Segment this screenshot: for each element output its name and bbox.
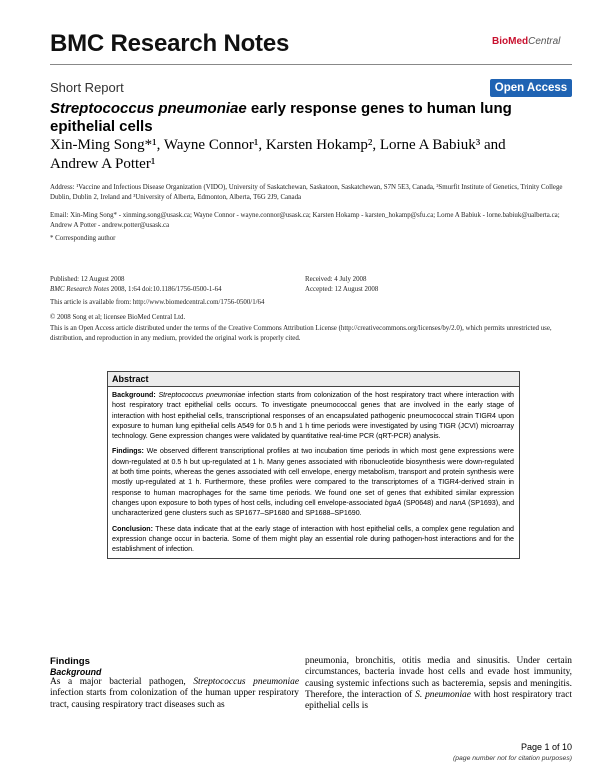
background-label: Background: [112,391,156,399]
findings-gene-bgaA: bgaA [384,498,402,507]
license-text: This is an Open Access article distributed under the terms of the Creative Commons Attribution License (http://creativecommons.org/licenses/by/2.0), which permits unrestricted use, distribution, and reproduction in any medium, provided the original work is properly cited. [50,325,552,342]
article-type: Short Report [50,80,124,95]
received-date: Received: 4 July 2008 [305,276,367,283]
abstract-box [107,371,520,559]
findings-text-1: We observed different transcriptional profiles at two incubation time periods in which most gene expressions were down-regulated at 0.5 h but up-regulated at 1 h. Many genes associated with ribonucleotide biosynthesis were down-regulated at both time points, whereas the genes associated with cell envelope, energy metabolism, transport and protein synthesis were mostly up-regulated at 1 h. Furthermore, these profiles were compared to the transcriptomes of a TIGR4-derived strain in response to human macrophages for the same time periods. We found one set of genes that exhibited similar expression changes upon exposure to both types of host cells, including cell envelope-associated [112,447,514,507]
left-text-1: As a major bacterial pathogen, [50,677,194,687]
conclusion-text: These data indicate that at the early stage of interaction with host epithelial cells, a complex gene regulation and expression change occur in bacteria. Some of them might play an essential role during pathogen-host interactions and for the establishment of infection. [112,524,514,554]
body-column-left [50,656,299,711]
page-number-note: (page number not for citation purposes) [452,755,572,762]
affiliations: Address: ¹Vaccine and Infectious Disease Organization (VIDO), University of Saskatchewan, Saskatoon, Saskatchewan, S7N 5E3, Canada, ²Smurfit Institute of Genetics, Trinity College Dublin, Dublin 2, Ireland and ³University of Alberta, Edmonton, Alberta, T6G 2J9, Canada [50,184,563,201]
publisher-med: Med [508,36,529,47]
corresponding-note: * Corresponding author [50,235,116,242]
abstract-conclusion [112,524,514,555]
findings-label: Findings: [112,447,144,456]
findings-text-3: (SP1693), and uncharacterized gene clusters such as SP1677–SP1680 and SP1688–SP1690. [112,498,515,518]
publisher-logo [492,36,560,47]
findings-text-2: (SP0648) and [401,498,450,507]
publisher-central: Central [528,36,561,47]
findings-heading: Findings [50,656,90,667]
left-species: Streptococcus pneumoniae [193,677,299,687]
background-text: infection starts from colonization of the host respiratory tract where interaction with host respiratory tract epithelial cells occurs. To investigate pneumococcal genes that are involved in the early stage of interaction with host epithelial cells, transcriptional responses of an encapsulated pathogenic pneumococcal strain TIGR4 upon exposure to human lung epithelial cells A549 for 0.5 h and 1 h time periods were investigated by using TIGR (JCVI) microarray technology. Gene expression changes were validated by quantitative real-time PCR (qRT-PCR) analysis. [112,391,514,441]
citation-details: 2008, 1:64 doi:10.1186/1756-0500-1-64 [109,286,222,293]
page-number: Page 1 of 10 [520,742,572,752]
abstract-findings [112,446,514,518]
copyright-line: © 2008 Song et al; licensee BioMed Central Ltd. [50,314,186,321]
author-emails: Email: Xin-Ming Song* - xinming.song@usask.ca; Wayne Connor - wayne.connor@usask.ca; Karsten Hokamp - karsten_hokamp@sfu.ca; Lorne A Babiuk - lorne.babiuk@ualberta.ca; Andrew A Potter - andrew.potter@usask.ca [50,212,560,229]
body-column-right [305,656,572,712]
body-paragraph-right [305,656,572,712]
availability-link[interactable]: This article is available from: http://www.biomedcentral.com/1756-0500/1/64 [50,299,265,306]
right-text-1: pneumonia, bronchitis, otitis media and sinusitis. Under certain circumstances, bacteria invade host cells and evade host immunity, causing systemic infections such as bacteremia, sepsis and meningitis. Therefore, the interaction of [305,656,572,700]
publisher-bio: Bio [492,36,509,47]
author-list [50,136,570,174]
abstract-background [112,390,514,441]
findings-gene-nanA: nanA [449,498,467,507]
citation [50,285,290,295]
background-heading: Background [50,667,102,677]
conclusion-label: Conclusion: [112,524,153,533]
header-divider [50,64,572,65]
title-rest: early response genes to human lung epithelial cells [50,100,512,135]
abstract-body [108,387,519,558]
authors-line-2: Andrew A Potter¹ [50,156,156,172]
accepted-date: Accepted: 12 August 2008 [305,286,379,293]
title-species: Streptococcus pneumoniae [50,100,247,117]
journal-title: BMC Research Notes [50,30,290,57]
authors-line-1: Xin-Ming Song*¹, Wayne Connor¹, Karsten Hokamp², Lorne A Babiuk³ and [50,137,506,153]
dates-info [305,275,505,295]
left-text-2: infection starts from colonization of the human upper respiratory tract, causing respiratory tract diseases such as [50,688,299,710]
abstract-heading: Abstract [108,372,519,387]
published-date: Published: 12 August 2008 [50,276,125,283]
article-title [50,100,570,136]
right-text-2: with host respiratory tract epithelial cells is [305,689,572,712]
background-species: Streptococcus pneumoniae [158,391,246,399]
body-paragraph-left [50,677,299,711]
open-access-badge: Open Access [490,79,572,97]
publication-info [50,275,290,295]
citation-journal: BMC Research Notes [50,286,110,293]
right-species: S. pneumoniae [415,689,471,700]
